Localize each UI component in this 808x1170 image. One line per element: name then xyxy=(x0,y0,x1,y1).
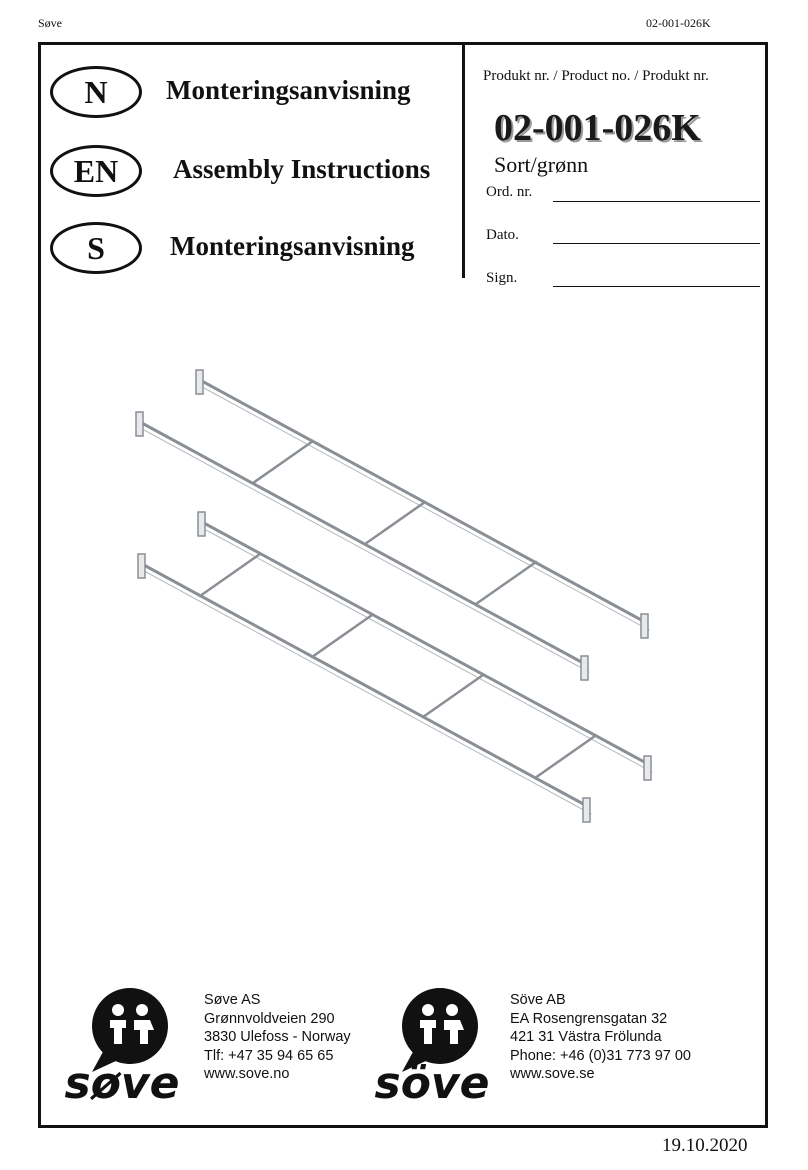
language-badge-en: EN xyxy=(50,145,142,197)
company-city: 421 31 Västra Frölunda xyxy=(510,1029,662,1045)
company-city: 3830 Ulefoss - Norway xyxy=(204,1029,351,1045)
header-product-code: 02-001-026K xyxy=(646,16,711,30)
signature-line xyxy=(553,286,760,287)
header-divider xyxy=(462,42,465,278)
company-address-norway xyxy=(204,991,351,1084)
title-norwegian: Monteringsanvisning xyxy=(166,75,411,105)
sove-ab-logo xyxy=(362,980,502,1105)
product-illustration xyxy=(120,360,680,840)
ladder-1 xyxy=(136,370,649,680)
date-field-line xyxy=(553,243,760,244)
company-street: Grønnvoldveien 290 xyxy=(204,1010,335,1027)
company-name: Söve AB xyxy=(510,992,566,1008)
sove-wordmark: søve xyxy=(64,1058,180,1105)
company-address-sweden xyxy=(510,991,691,1084)
order-number-label: Ord. nr. xyxy=(486,184,533,200)
company-street: EA Rosengrensgatan 32 xyxy=(510,1010,668,1027)
sove-wordmark: söve xyxy=(374,1058,490,1105)
product-number-label: Produkt nr. / Product no. / Produkt nr. xyxy=(483,68,709,84)
sove-as-logo xyxy=(52,980,192,1105)
company-website: www.sove.se xyxy=(510,1066,595,1082)
language-badge-s: S xyxy=(50,222,142,274)
company-name: Søve AS xyxy=(204,992,261,1008)
title-english: Assembly Instructions xyxy=(173,154,431,184)
product-number: 02-001-026K xyxy=(494,107,701,149)
signature-label: Sign. xyxy=(486,270,518,286)
header-brand: Søve xyxy=(38,16,62,30)
company-phone: Phone: +46 (0)31 773 97 00 xyxy=(510,1047,691,1064)
title-swedish: Monteringsanvisning xyxy=(170,231,415,261)
document-date: 19.10.2020 xyxy=(662,1135,748,1156)
product-variant: Sort/grønn xyxy=(494,152,589,177)
date-field-label: Dato. xyxy=(486,227,519,243)
company-website: www.sove.no xyxy=(204,1066,290,1082)
order-number-line xyxy=(553,201,760,202)
company-phone: Tlf: +47 35 94 65 65 xyxy=(204,1047,334,1064)
language-badge-n: N xyxy=(50,66,142,118)
ladder-2 xyxy=(138,512,652,822)
